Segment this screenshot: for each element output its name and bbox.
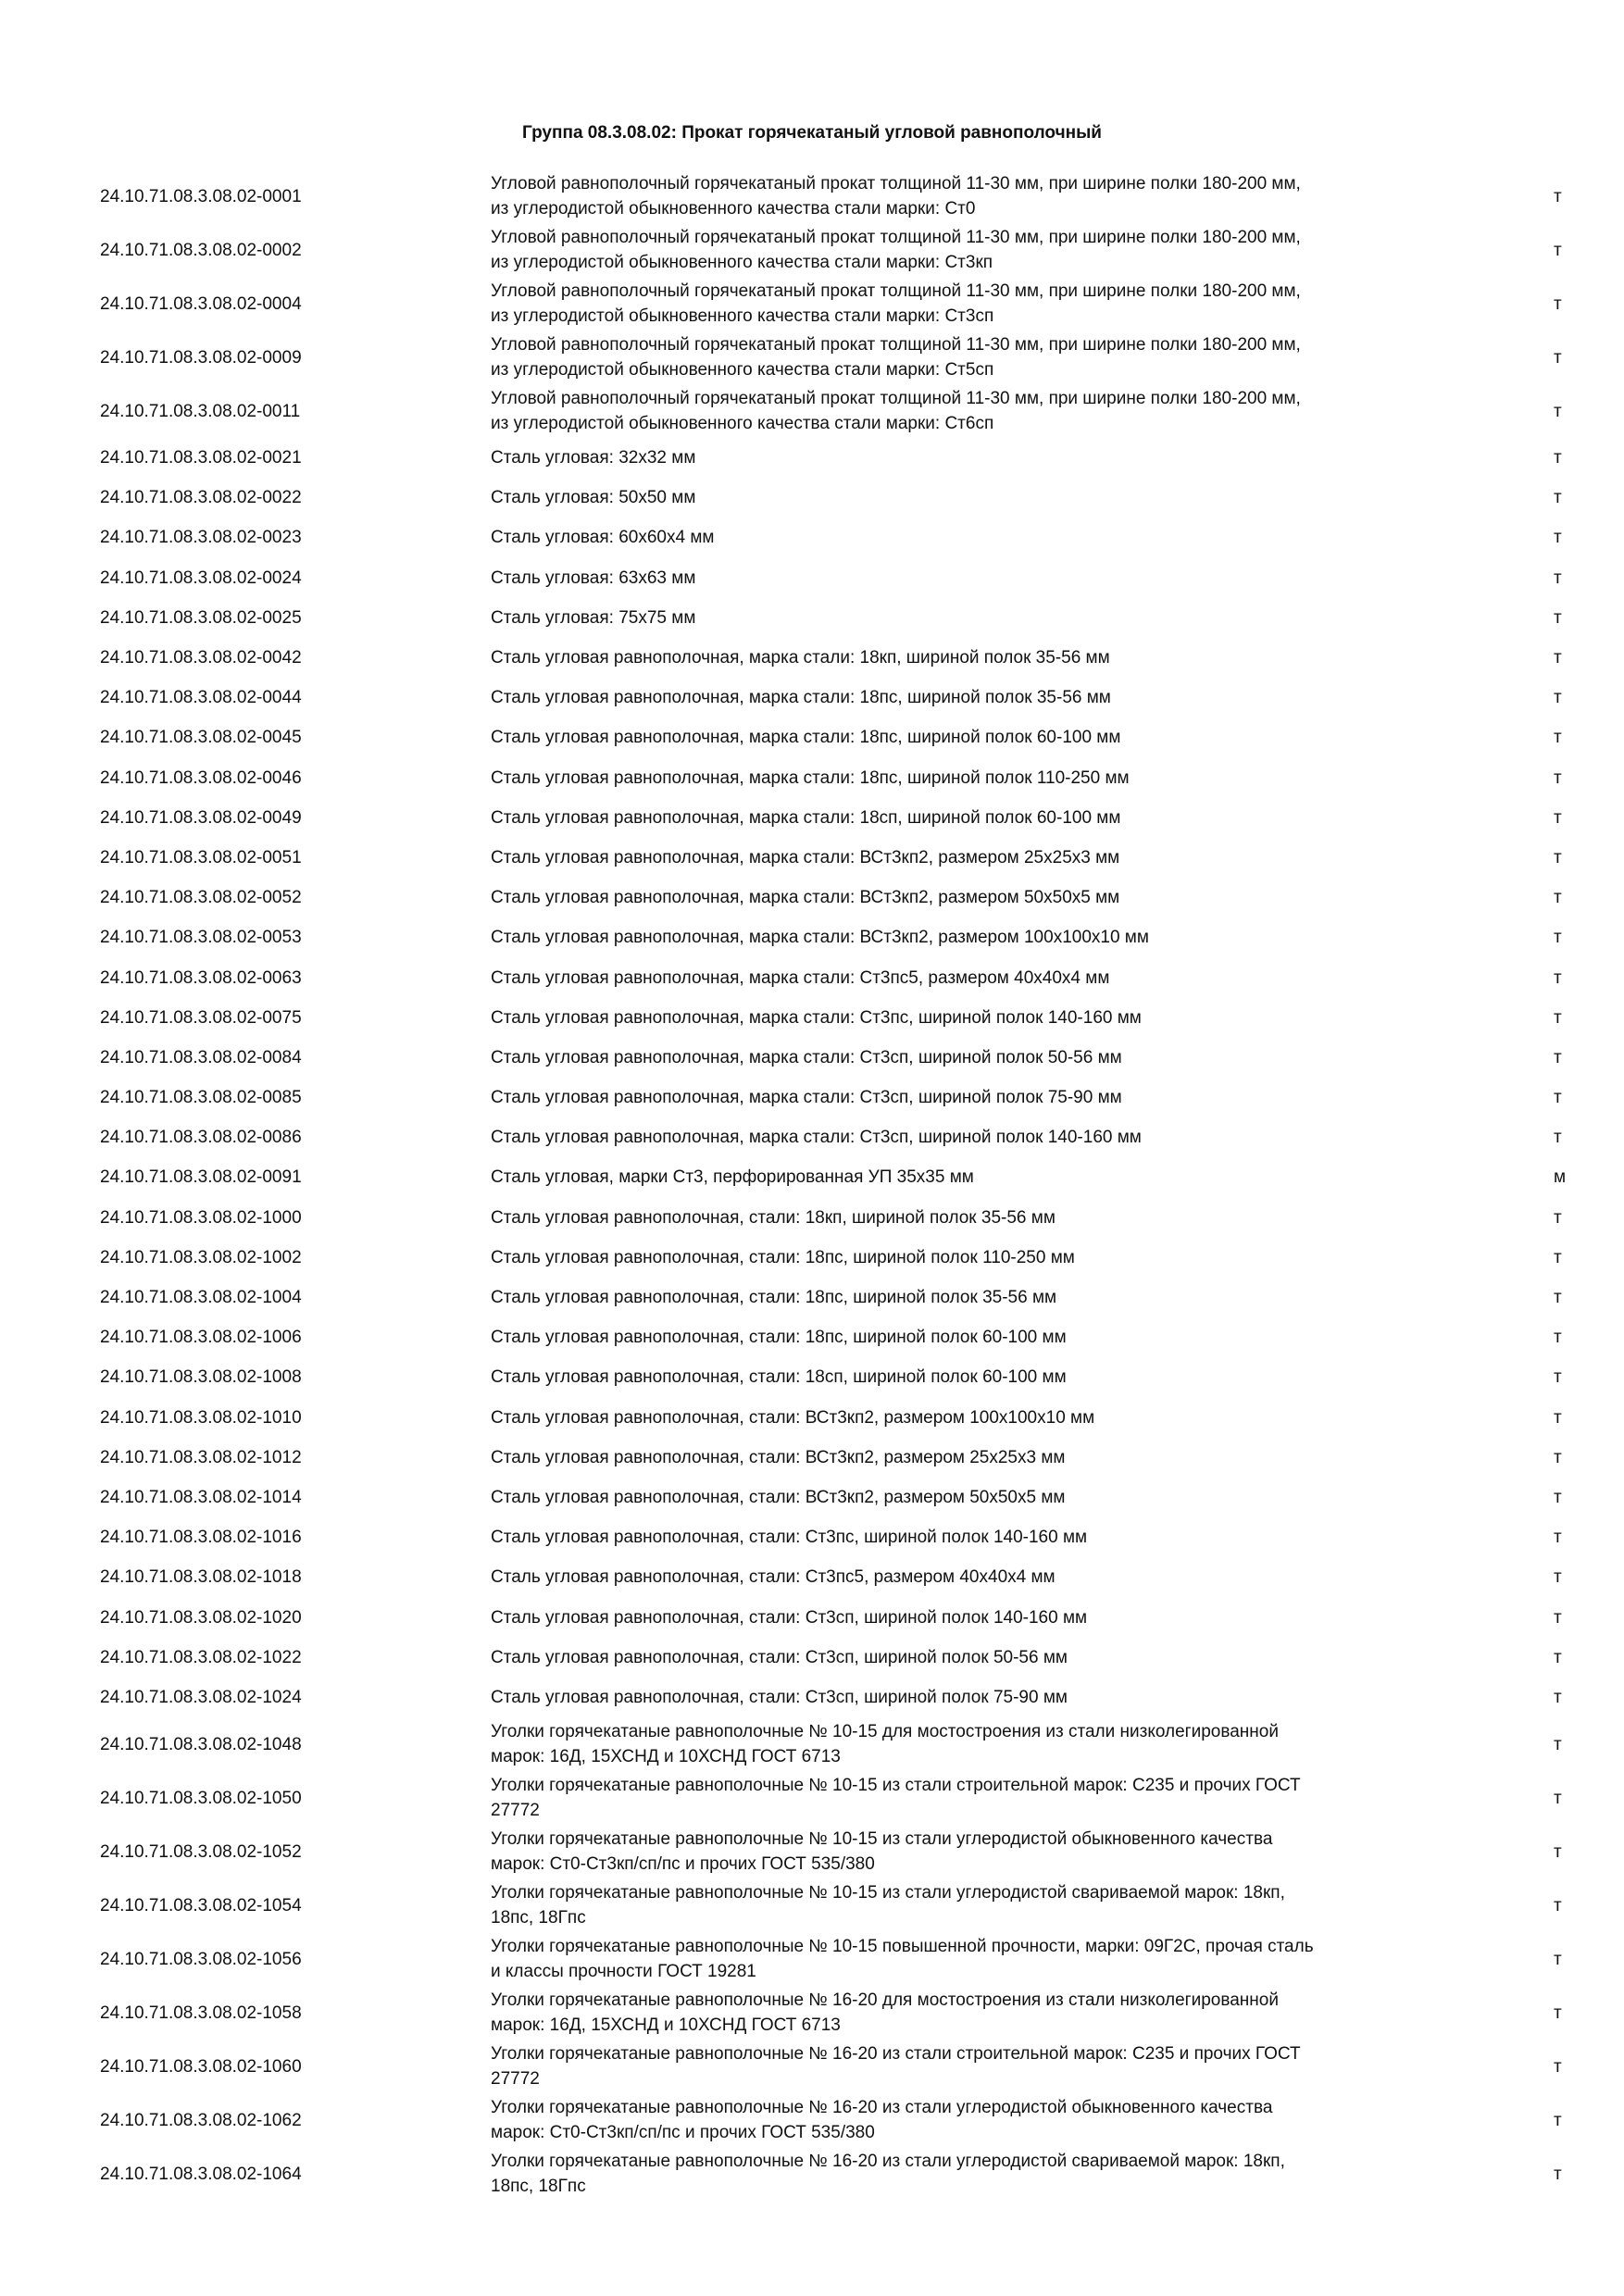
table-row — [0, 1717, 1624, 1771]
unit-of-measure: м — [1554, 1167, 1567, 1188]
resource-code: 24.10.71.08.3.08.02-0044 — [100, 688, 302, 708]
resource-description: Сталь угловая равнополочная, стали: Ст3сп, шириной полок 140-160 мм — [491, 1607, 1088, 1628]
table-row — [0, 1825, 1624, 1878]
table-row — [0, 1078, 1624, 1117]
resource-description: Сталь угловая равнополочная, стали: Ст3пс5, размером 40х40х4 мм — [491, 1567, 1056, 1588]
unit-of-measure: т — [1554, 2110, 1562, 2130]
resource-code: 24.10.71.08.3.08.02-1054 — [100, 1895, 302, 1915]
table-row — [0, 678, 1624, 718]
resource-description: Уголки горячекатаные равнополочные № 10-15 из стали строительной марок: С235 и прочих ГОСТ 27772 — [491, 1776, 1301, 1820]
table-row — [0, 384, 1624, 438]
unit-of-measure: т — [1554, 347, 1562, 368]
resource-code: 24.10.71.08.3.08.02-0086 — [100, 1128, 302, 1148]
unit-of-measure: т — [1554, 1007, 1562, 1028]
resource-code: 24.10.71.08.3.08.02-0002 — [100, 240, 302, 260]
resource-description: Сталь угловая равнополочная, стали: Ст3сп, шириной полок 50-56 мм — [491, 1647, 1068, 1667]
resource-code: 24.10.71.08.3.08.02-0045 — [100, 728, 302, 748]
table-row — [0, 957, 1624, 997]
unit-of-measure: т — [1554, 888, 1562, 908]
table-row — [0, 1638, 1624, 1678]
group-title: Группа 08.3.08.02: Прокат горячекатаный угловой равнополочный — [522, 123, 1102, 143]
resource-code: 24.10.71.08.3.08.02-0001 — [100, 186, 302, 206]
table-row — [0, 1771, 1624, 1825]
resource-description: Сталь угловая: 50х50 мм — [491, 488, 696, 508]
unit-of-measure: т — [1554, 1687, 1562, 1707]
resource-code: 24.10.71.08.3.08.02-1064 — [100, 2164, 302, 2184]
unit-of-measure: т — [1554, 2003, 1562, 2023]
resource-code: 24.10.71.08.3.08.02-1008 — [100, 1367, 302, 1388]
resource-description: Сталь угловая: 75х75 мм — [491, 607, 696, 628]
table-row — [0, 1278, 1624, 1317]
table-row — [0, 1517, 1624, 1557]
resource-description: Сталь угловая равнополочная, марка стали: Ст3сп, шириной полок 140-160 мм — [491, 1128, 1142, 1148]
table-row — [0, 1986, 1624, 2040]
resource-code: 24.10.71.08.3.08.02-1022 — [100, 1647, 302, 1667]
unit-of-measure: т — [1554, 967, 1562, 988]
resource-code: 24.10.71.08.3.08.02-0053 — [100, 928, 302, 948]
table-row — [0, 878, 1624, 917]
resource-description: Сталь угловая равнополочная, стали: 18пс, шириной полок 110-250 мм — [491, 1247, 1075, 1267]
table-row — [0, 518, 1624, 557]
resource-description: Сталь угловая равнополочная, марка стали: Ст3сп, шириной полок 50-56 мм — [491, 1047, 1122, 1067]
resource-description: Сталь угловая равнополочная, марка стали: 18пс, шириной полок 110-250 мм — [491, 767, 1130, 788]
resource-code: 24.10.71.08.3.08.02-1012 — [100, 1447, 302, 1467]
unit-of-measure: т — [1554, 807, 1562, 828]
table-row — [0, 917, 1624, 957]
table-row — [0, 598, 1624, 638]
resource-code: 24.10.71.08.3.08.02-0022 — [100, 488, 302, 508]
resource-code: 24.10.71.08.3.08.02-0052 — [100, 888, 302, 908]
unit-of-measure: т — [1554, 401, 1562, 421]
resource-description: Уголки горячекатаные равнополочные № 10-15 из стали углеродистой свариваемой марок: 18кп, 18пс, 18Гпс — [491, 1883, 1285, 1928]
resource-description: Уголки горячекатаные равнополочные № 10-15 повышенной прочности, марки: 09Г2С, прочая сталь и классы прочности ГОСТ 19281 — [491, 1937, 1314, 1981]
resource-code: 24.10.71.08.3.08.02-0075 — [100, 1007, 302, 1028]
resource-code: 24.10.71.08.3.08.02-0091 — [100, 1167, 302, 1188]
unit-of-measure: т — [1554, 1487, 1562, 1507]
unit-of-measure: т — [1554, 1949, 1562, 1969]
catalog-table — [0, 169, 1624, 2201]
unit-of-measure: т — [1554, 1788, 1562, 1808]
resource-description: Сталь угловая равнополочная, стали: 18кп, шириной полок 35-56 мм — [491, 1207, 1056, 1228]
resource-description: Уголки горячекатаные равнополочные № 10-15 из стали углеродистой обыкновенного качества марок: Ст0-Ст3кп/сп/пс и прочих ГОСТ 535/380 — [491, 1829, 1273, 1874]
resource-code: 24.10.71.08.3.08.02-1010 — [100, 1407, 302, 1428]
unit-of-measure: т — [1554, 1088, 1562, 1108]
resource-code: 24.10.71.08.3.08.02-1004 — [100, 1288, 302, 1308]
unit-of-measure: т — [1554, 1407, 1562, 1428]
resource-description: Сталь угловая, марки Ст3, перфорированная УП 35х35 мм — [491, 1167, 974, 1188]
table-row — [0, 1557, 1624, 1597]
table-row — [0, 1198, 1624, 1238]
table-row — [0, 277, 1624, 331]
resource-description: Уголки горячекатаные равнополочные № 16-20 для мостостроения из стали низколегированной марок: 16Д, 15ХСНД и 10ХСНД ГОСТ 6713 — [491, 1990, 1279, 2035]
unit-of-measure: т — [1554, 1367, 1562, 1388]
unit-of-measure: т — [1554, 1128, 1562, 1148]
table-row — [0, 1038, 1624, 1078]
resource-description: Сталь угловая равнополочная, марка стали: Ст3сп, шириной полок 75-90 мм — [491, 1088, 1122, 1108]
unit-of-measure: т — [1554, 847, 1562, 867]
unit-of-measure: т — [1554, 1841, 1562, 1862]
unit-of-measure: т — [1554, 2056, 1562, 2077]
table-row — [0, 1317, 1624, 1357]
table-row — [0, 1398, 1624, 1438]
resource-description: Сталь угловая: 32х32 мм — [491, 448, 696, 468]
resource-code: 24.10.71.08.3.08.02-0023 — [100, 528, 302, 548]
resource-description: Сталь угловая равнополочная, стали: ВСт3кп2, размером 100х100х10 мм — [491, 1407, 1095, 1428]
resource-code: 24.10.71.08.3.08.02-0042 — [100, 648, 302, 668]
unit-of-measure: т — [1554, 1207, 1562, 1228]
resource-description: Сталь угловая равнополочная, стали: 18сп, шириной полок 60-100 мм — [491, 1367, 1067, 1388]
resource-code: 24.10.71.08.3.08.02-1020 — [100, 1607, 302, 1628]
table-row — [0, 1438, 1624, 1478]
resource-code: 24.10.71.08.3.08.02-1000 — [100, 1207, 302, 1228]
resource-description: Сталь угловая равнополочная, марка стали: 18пс, шириной полок 35-56 мм — [491, 688, 1111, 708]
resource-code: 24.10.71.08.3.08.02-1062 — [100, 2110, 302, 2130]
table-row — [0, 1678, 1624, 1717]
resource-code: 24.10.71.08.3.08.02-1002 — [100, 1247, 302, 1267]
resource-description: Сталь угловая равнополочная, марка стали: ВСт3кп2, размером 50х50х5 мм — [491, 888, 1120, 908]
unit-of-measure: т — [1554, 648, 1562, 668]
resource-description: Угловой равнополочный горячекатаный прокат толщиной 11-30 мм, при ширине полки 180-200 мм, из углеродистой обыкновенного качества стали марки: Ст3сп — [491, 281, 1301, 326]
resource-code: 24.10.71.08.3.08.02-1006 — [100, 1328, 302, 1348]
table-row — [0, 2093, 1624, 2147]
table-row — [0, 1238, 1624, 1278]
table-row — [0, 798, 1624, 838]
table-row — [0, 1932, 1624, 1986]
resource-description: Сталь угловая равнополочная, марка стали: ВСт3кп2, размером 25х25х3 мм — [491, 847, 1120, 867]
unit-of-measure: т — [1554, 1447, 1562, 1467]
resource-code: 24.10.71.08.3.08.02-1016 — [100, 1528, 302, 1548]
table-row — [0, 169, 1624, 223]
resource-code: 24.10.71.08.3.08.02-1058 — [100, 2003, 302, 2023]
resource-code: 24.10.71.08.3.08.02-1024 — [100, 1687, 302, 1707]
unit-of-measure: т — [1554, 1734, 1562, 1754]
unit-of-measure: т — [1554, 1528, 1562, 1548]
unit-of-measure: т — [1554, 1567, 1562, 1588]
resource-description: Сталь угловая равнополочная, стали: 18пс, шириной полок 60-100 мм — [491, 1328, 1067, 1348]
resource-description: Сталь угловая равнополочная, марка стали: Ст3пс, шириной полок 140-160 мм — [491, 1007, 1142, 1028]
table-row — [0, 478, 1624, 518]
resource-description: Сталь угловая: 63х63 мм — [491, 568, 696, 588]
resource-code: 24.10.71.08.3.08.02-0009 — [100, 347, 302, 368]
table-row — [0, 638, 1624, 678]
unit-of-measure: т — [1554, 1047, 1562, 1067]
resource-description: Угловой равнополочный горячекатаный прокат толщиной 11-30 мм, при ширине полки 180-200 мм, из углеродистой обыкновенного качества стали марки: Ст0 — [491, 174, 1301, 218]
resource-description: Сталь угловая равнополочная, марка стали: 18пс, шириной полок 60-100 мм — [491, 728, 1121, 748]
resource-description: Угловой равнополочный горячекатаный прокат толщиной 11-30 мм, при ширине полки 180-200 мм, из углеродистой обыкновенного качества стали марки: Ст5сп — [491, 335, 1301, 380]
resource-code: 24.10.71.08.3.08.02-0046 — [100, 767, 302, 788]
resource-code: 24.10.71.08.3.08.02-0049 — [100, 807, 302, 828]
resource-code: 24.10.71.08.3.08.02-0024 — [100, 568, 302, 588]
table-row — [0, 758, 1624, 798]
resource-code: 24.10.71.08.3.08.02-1052 — [100, 1841, 302, 1862]
table-row — [0, 438, 1624, 478]
table-row — [0, 718, 1624, 757]
unit-of-measure: т — [1554, 448, 1562, 468]
resource-description: Сталь угловая: 60х60х4 мм — [491, 528, 715, 548]
unit-of-measure: т — [1554, 488, 1562, 508]
resource-description: Сталь угловая равнополочная, стали: 18пс, шириной полок 35-56 мм — [491, 1288, 1057, 1308]
resource-description: Угловой равнополочный горячекатаный прокат толщиной 11-30 мм, при ширине полки 180-200 мм, из углеродистой обыкновенного качества стали марки: Ст3кп — [491, 228, 1301, 272]
unit-of-measure: т — [1554, 568, 1562, 588]
resource-description: Сталь угловая равнополочная, марка стали: 18сп, шириной полок 60-100 мм — [491, 807, 1121, 828]
resource-code: 24.10.71.08.3.08.02-0063 — [100, 967, 302, 988]
resource-code: 24.10.71.08.3.08.02-1014 — [100, 1487, 302, 1507]
resource-description: Сталь угловая равнополочная, стали: ВСт3кп2, размером 25х25х3 мм — [491, 1447, 1066, 1467]
unit-of-measure: т — [1554, 186, 1562, 206]
resource-code: 24.10.71.08.3.08.02-0021 — [100, 448, 302, 468]
resource-code: 24.10.71.08.3.08.02-1050 — [100, 1788, 302, 1808]
resource-code: 24.10.71.08.3.08.02-0011 — [100, 401, 301, 421]
resource-description: Сталь угловая равнополочная, стали: Ст3сп, шириной полок 75-90 мм — [491, 1687, 1068, 1707]
table-row — [0, 1597, 1624, 1637]
resource-code: 24.10.71.08.3.08.02-1048 — [100, 1734, 302, 1754]
unit-of-measure: т — [1554, 688, 1562, 708]
table-row — [0, 1878, 1624, 1932]
table-row — [0, 1117, 1624, 1157]
unit-of-measure: т — [1554, 607, 1562, 628]
unit-of-measure: т — [1554, 928, 1562, 948]
table-row — [0, 1478, 1624, 1517]
table-row — [0, 2147, 1624, 2201]
resource-code: 24.10.71.08.3.08.02-0051 — [100, 847, 302, 867]
table-row — [0, 223, 1624, 277]
unit-of-measure: т — [1554, 2164, 1562, 2184]
table-row — [0, 2040, 1624, 2093]
unit-of-measure: т — [1554, 528, 1562, 548]
unit-of-measure: т — [1554, 1247, 1562, 1267]
table-row — [0, 331, 1624, 384]
unit-of-measure: т — [1554, 240, 1562, 260]
unit-of-measure: т — [1554, 1328, 1562, 1348]
resource-code: 24.10.71.08.3.08.02-1018 — [100, 1567, 302, 1588]
unit-of-measure: т — [1554, 1288, 1562, 1308]
resource-description: Уголки горячекатаные равнополочные № 16-20 из стали строительной марок: С235 и прочих ГОСТ 27772 — [491, 2044, 1301, 2089]
resource-description: Сталь угловая равнополочная, стали: Ст3пс, шириной полок 140-160 мм — [491, 1528, 1088, 1548]
unit-of-measure: т — [1554, 1647, 1562, 1667]
unit-of-measure: т — [1554, 767, 1562, 788]
table-row — [0, 1157, 1624, 1197]
resource-code: 24.10.71.08.3.08.02-0025 — [100, 607, 302, 628]
table-row — [0, 998, 1624, 1038]
unit-of-measure: т — [1554, 728, 1562, 748]
resource-description: Сталь угловая равнополочная, марка стали: Ст3пс5, размером 40х40х4 мм — [491, 967, 1110, 988]
resource-code: 24.10.71.08.3.08.02-1060 — [100, 2056, 302, 2077]
resource-code: 24.10.71.08.3.08.02-1056 — [100, 1949, 302, 1969]
resource-description: Уголки горячекатаные равнополочные № 16-20 из стали углеродистой свариваемой марок: 18кп, 18пс, 18Гпс — [491, 2152, 1285, 2196]
resource-code: 24.10.71.08.3.08.02-0085 — [100, 1088, 302, 1108]
table-row — [0, 838, 1624, 878]
table-row — [0, 558, 1624, 598]
unit-of-measure: т — [1554, 293, 1562, 314]
table-row — [0, 1357, 1624, 1397]
resource-description: Сталь угловая равнополочная, стали: ВСт3кп2, размером 50х50х5 мм — [491, 1487, 1066, 1507]
resource-description: Уголки горячекатаные равнополочные № 10-15 для мостостроения из стали низколегированной марок: 16Д, 15ХСНД и 10ХСНД ГОСТ 6713 — [491, 1722, 1279, 1766]
resource-description: Уголки горячекатаные равнополочные № 16-20 из стали углеродистой обыкновенного качества марок: Ст0-Ст3кп/сп/пс и прочих ГОСТ 535/380 — [491, 2098, 1273, 2142]
resource-code: 24.10.71.08.3.08.02-0004 — [100, 293, 302, 314]
resource-description: Сталь угловая равнополочная, марка стали: 18кп, шириной полок 35-56 мм — [491, 648, 1110, 668]
unit-of-measure: т — [1554, 1895, 1562, 1915]
resource-code: 24.10.71.08.3.08.02-0084 — [100, 1047, 302, 1067]
resource-description: Угловой равнополочный горячекатаный прокат толщиной 11-30 мм, при ширине полки 180-200 мм, из углеродистой обыкновенного качества стали марки: Ст6сп — [491, 389, 1301, 433]
unit-of-measure: т — [1554, 1607, 1562, 1628]
resource-description: Сталь угловая равнополочная, марка стали: ВСт3кп2, размером 100х100х10 мм — [491, 928, 1149, 948]
